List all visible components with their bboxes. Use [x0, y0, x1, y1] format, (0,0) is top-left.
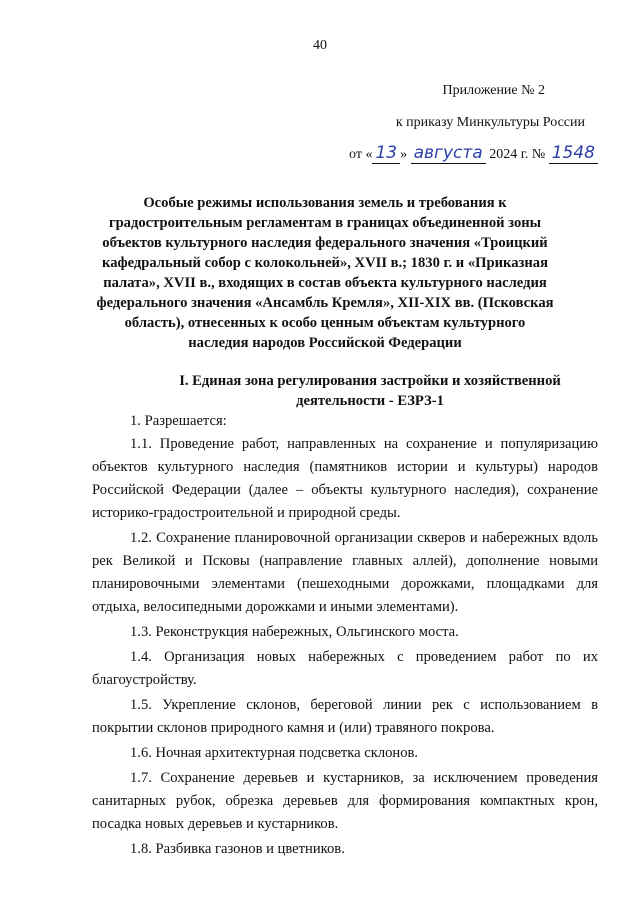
- order-date-line: [349, 143, 598, 163]
- handwritten-month: августа: [411, 143, 486, 164]
- page-number: 40: [313, 38, 327, 53]
- date-prefix: от «: [349, 147, 373, 162]
- handwritten-order-number: 1548: [549, 143, 598, 164]
- paragraph-1-1: 1.1. Проведение работ, направленных на сохранение и популяризацию объектов культурного наследия (памятников истории и культуры) народов Российской Федерации (далее – объекты культурного наследия), сохранение историко-градостроительной и природной среды.: [92, 436, 598, 521]
- appendix-line-1: Приложение № 2: [442, 83, 545, 98]
- paragraph-1-6: 1.6. Ночная архитектурная подсветка склонов.: [130, 745, 419, 761]
- document-title: Особые режимы использования земель и требования к градостроительным регламентам в границах объединенной зоны объектов культурного наследия федерального значения «Троицкий кафедральный собор с колокольней», XVII в.; 1830 г. и «Приказная палата», XVII в., входящих в состав объекта культурного наследия федерального значения «Ансамбль Кремля», XII-XIX вв. (Псковская область), отнесенных к особо ценным объектам культурного наследия народов Российской Федерации: [96, 195, 554, 351]
- section-heading: I. Единая зона регулирования застройки и хозяйственной деятельности - ЕЗРЗ-1: [179, 373, 561, 409]
- paragraph-1-3: 1.3. Реконструкция набережных, Ольгинского моста.: [130, 624, 459, 640]
- paragraph-1: 1. Разрешается:: [130, 413, 227, 429]
- appendix-line-2: к приказу Минкультуры России: [395, 115, 585, 130]
- handwritten-day: 13: [372, 143, 400, 164]
- date-year: 2024 г. №: [489, 147, 546, 162]
- document-body: [92, 410, 598, 861]
- paragraph-1-8: 1.8. Разбивка газонов и цветников.: [130, 841, 345, 857]
- paragraph-1-2: 1.2. Сохранение планировочной организации скверов и набережных вдоль рек Великой и Псковы (направление главных аллей), дополнение новыми планировочными элементами (пешеходными дорожками, площадками для отдыха, велосипедными дорожками и иными элементами).: [92, 530, 598, 615]
- date-day-close: »: [400, 147, 408, 162]
- paragraph-1-5: 1.5. Укрепление склонов, береговой линии рек с использованием в покрытии склонов природного камня и (или) травяного покрова.: [92, 697, 598, 736]
- paragraph-1-7: 1.7. Сохранение деревьев и кустарников, за исключением проведения санитарных рубок, обрезка деревьев для формирования компактных крон, посадка новых деревьев и кустарников.: [92, 770, 598, 832]
- paragraph-1-4: 1.4. Организация новых набережных с проведением работ по их благоустройству.: [92, 649, 598, 688]
